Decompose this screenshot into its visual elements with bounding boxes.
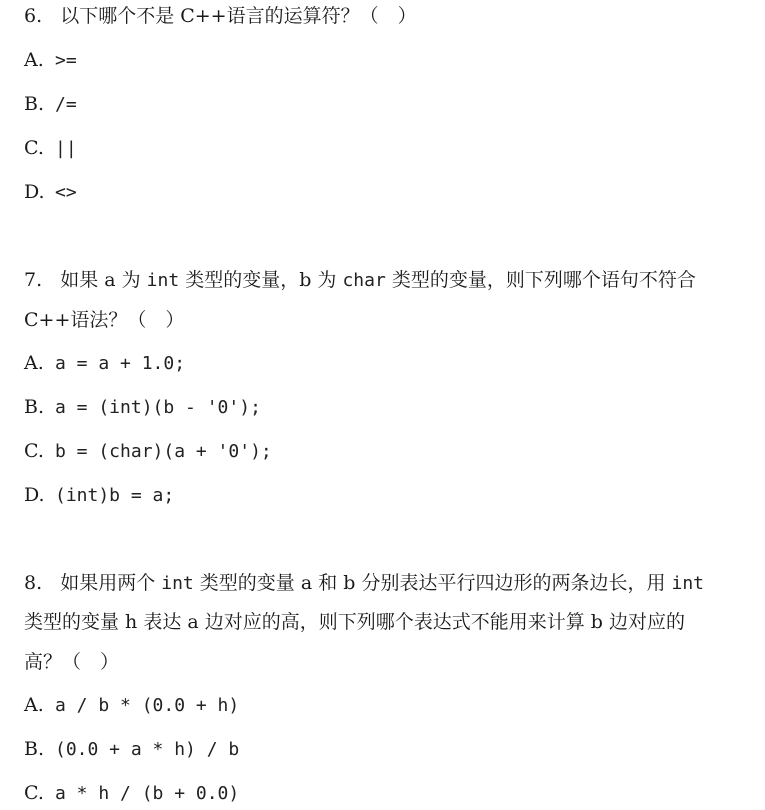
option-text: || bbox=[55, 138, 77, 159]
option-label: C. bbox=[24, 137, 44, 159]
option-label: D. bbox=[24, 484, 45, 506]
code-keyword: int bbox=[671, 573, 704, 594]
option-label: A. bbox=[24, 352, 44, 374]
question-7-option-b bbox=[24, 395, 261, 420]
option-label: C. bbox=[24, 782, 44, 804]
code-keyword: int bbox=[146, 270, 180, 291]
option-label: B. bbox=[24, 738, 45, 760]
question-number: 8. bbox=[24, 572, 43, 594]
question-text: 类型的变量 a 和 b 分别表达平行四边形的两条边长，用 bbox=[193, 572, 672, 594]
option-text: /= bbox=[55, 94, 77, 115]
question-8-option-b bbox=[24, 737, 239, 762]
code-keyword: int bbox=[161, 573, 194, 594]
option-text: (int)b = a; bbox=[55, 485, 175, 506]
question-text: 高？（ ） bbox=[24, 651, 120, 673]
question-7-option-c bbox=[24, 439, 272, 464]
question-7-stem-line-2 bbox=[24, 308, 184, 332]
option-text: <> bbox=[55, 182, 77, 203]
question-number: 6. bbox=[24, 5, 43, 27]
option-label: B. bbox=[24, 93, 45, 115]
question-text: C++语法？（ ） bbox=[24, 309, 185, 331]
question-7-stem-line-1 bbox=[24, 268, 696, 293]
question-8-option-a bbox=[24, 693, 239, 718]
option-text: b = (char)(a + '0'); bbox=[55, 441, 272, 462]
option-text: a = (int)(b - '0'); bbox=[55, 397, 261, 418]
question-6-option-a bbox=[24, 48, 77, 73]
question-6-stem-line-1 bbox=[24, 4, 417, 28]
option-label: B. bbox=[24, 396, 45, 418]
question-6-option-d bbox=[24, 180, 77, 205]
question-6-option-b bbox=[24, 92, 77, 117]
question-text: 如果 a 为 bbox=[60, 269, 147, 291]
question-number: 7. bbox=[24, 269, 43, 291]
question-text: 以下哪个不是 C++语言的运算符？（ ） bbox=[60, 5, 417, 27]
question-8-stem-line-3 bbox=[24, 650, 119, 674]
code-keyword: char bbox=[342, 270, 386, 291]
option-text: a * h / (b + 0.0) bbox=[55, 783, 240, 804]
question-8-stem-line-2 bbox=[24, 610, 685, 634]
option-label: A. bbox=[24, 49, 44, 71]
option-text: >= bbox=[55, 50, 77, 71]
question-text: 类型的变量 h 表达 a 边对应的高，则下列哪个表达式不能用来计算 b 边对应的 bbox=[24, 611, 685, 633]
question-text: 类型的变量，b 为 bbox=[179, 269, 343, 291]
question-8-stem-line-1 bbox=[24, 571, 704, 596]
option-text: (0.0 + a * h) / b bbox=[55, 739, 240, 760]
option-label: C. bbox=[24, 440, 44, 462]
question-7-option-a bbox=[24, 351, 185, 376]
question-6-option-c bbox=[24, 136, 77, 161]
question-8-option-c bbox=[24, 781, 239, 806]
option-text: a = a + 1.0; bbox=[55, 353, 186, 374]
question-7-option-d bbox=[24, 483, 174, 508]
option-label: D. bbox=[24, 181, 45, 203]
question-text: 如果用两个 bbox=[60, 572, 162, 594]
option-text: a / b * (0.0 + h) bbox=[55, 695, 240, 716]
option-label: A. bbox=[24, 694, 44, 716]
question-text: 类型的变量，则下列哪个语句不符合 bbox=[385, 269, 696, 291]
